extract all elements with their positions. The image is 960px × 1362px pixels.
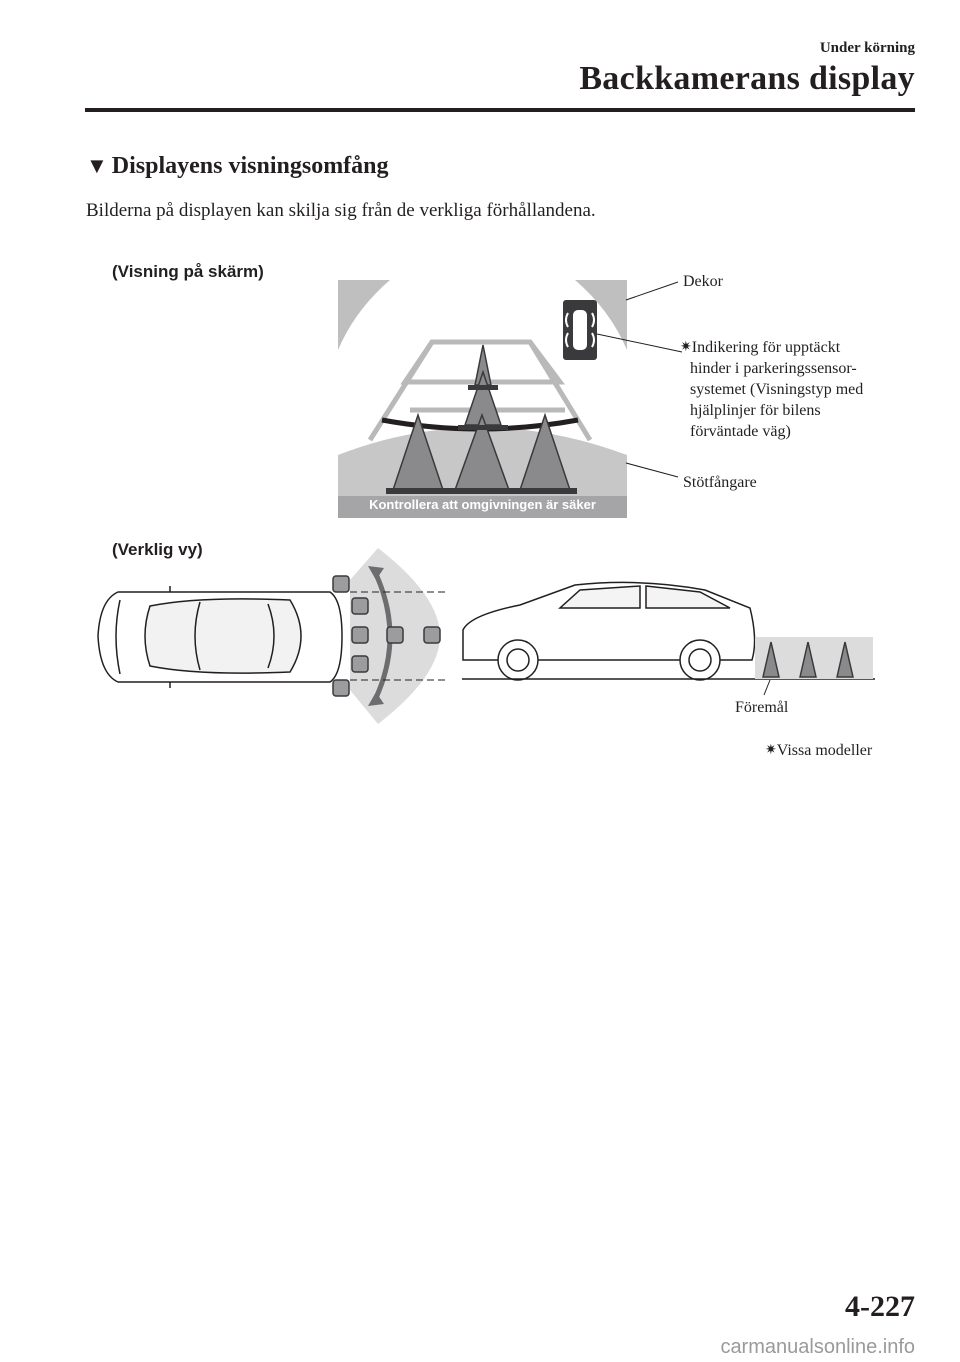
screen-banner: Kontrollera att omgivningen är säker — [369, 497, 596, 512]
callout-indicator-line-3: systemet (Visningstyp med — [690, 381, 864, 398]
callout-indicator-line-2: hinder i parkeringssensor- — [690, 360, 857, 377]
top-view-car — [98, 586, 342, 688]
watermark: carmanualsonline.info — [720, 1336, 915, 1358]
page-title: Backkamerans display — [579, 60, 915, 97]
screen-view-label: (Visning på skärm) — [112, 262, 264, 281]
page-number: 4-227 — [845, 1290, 915, 1323]
real-view-label: (Verklig vy) — [112, 540, 203, 559]
footnote-text: Vissa modeller — [776, 742, 873, 759]
callout-bumper: Stötfångare — [683, 474, 757, 491]
callout-object: Föremål — [735, 699, 789, 716]
section-marker-icon: ▼ — [86, 153, 108, 178]
callout-indicator-line-4: hjälplinjer för bilens — [690, 402, 821, 419]
section-title: Displayens visningsomfång — [111, 153, 389, 179]
callout-indicator-line-1: Indikering för upptäckt — [691, 339, 841, 356]
chapter-title: Under körning — [819, 40, 915, 56]
side-view-car — [463, 582, 755, 680]
intro-paragraph: Bilderna på displayen kan skilja sig från de verkliga förhållandena. — [86, 200, 596, 221]
footnote — [765, 740, 872, 761]
footnote-star-icon: ✷ — [680, 340, 692, 355]
footnote-symbol-icon: ✷ — [765, 743, 777, 758]
callout-indicator-line-5: förväntade väg) — [690, 423, 791, 440]
callout-decor: Dekor — [683, 273, 723, 290]
